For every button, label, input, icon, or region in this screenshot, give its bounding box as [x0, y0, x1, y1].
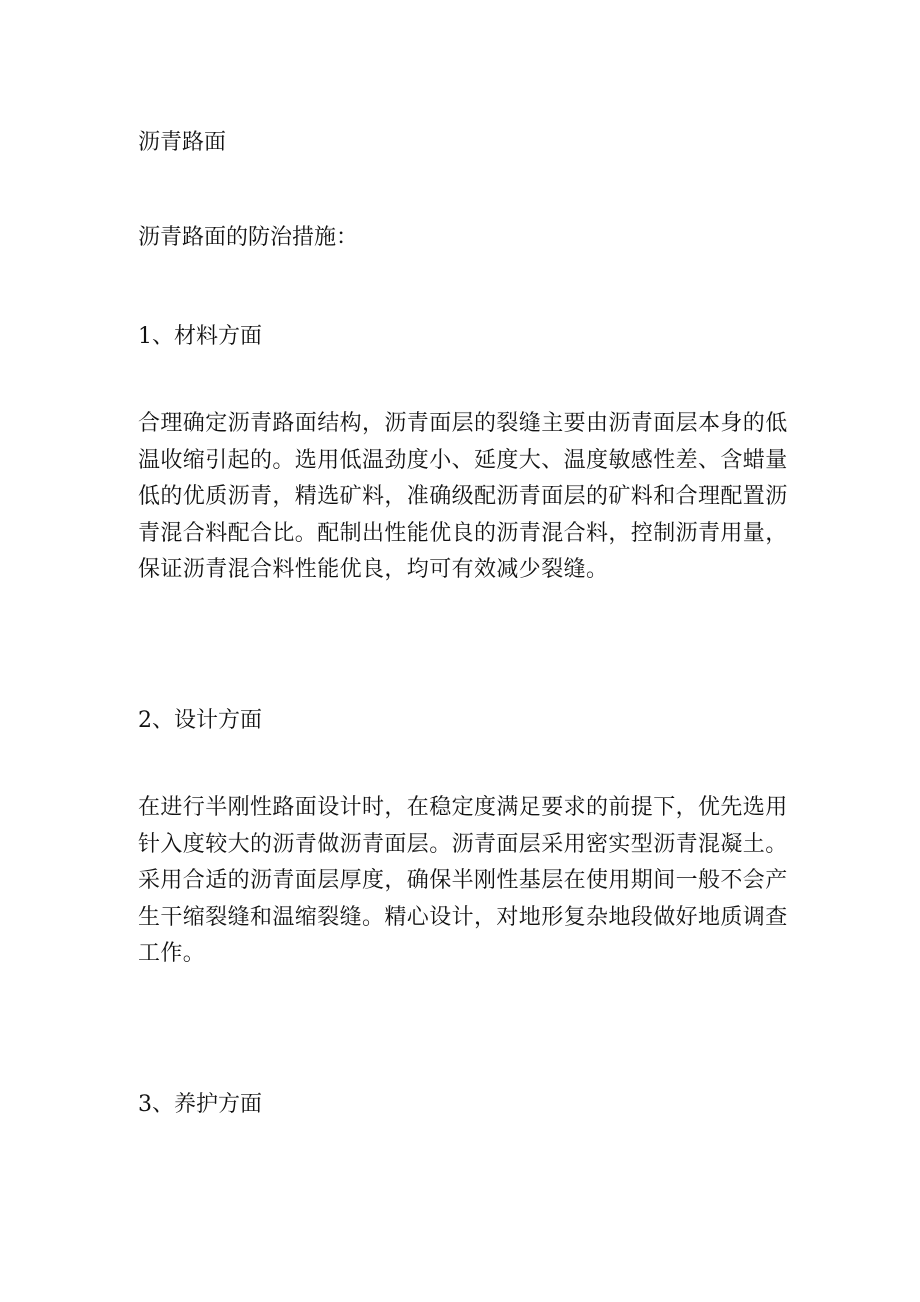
paragraph-line: 青混合料配合比。配制出性能优良的沥青混合料，控制沥青用量，: [138, 520, 788, 546]
paragraph-line: 合理确定沥青路面结构，沥青面层的裂缝主要由沥青面层本身的低: [138, 411, 788, 436]
section-2-heading: 2、设计方面: [138, 708, 262, 733]
paragraph-line: 工作。: [138, 941, 206, 967]
section-2-paragraph: [138, 790, 788, 973]
intro-text: 沥青路面的防治措施：: [138, 225, 359, 250]
paragraph-line: 保证沥青混合料性能优良，均可有效减少裂缝。: [138, 557, 609, 583]
paragraph-line: 低的优质沥青，精选矿料，准确级配沥青面层的矿料和合理配置沥: [138, 484, 788, 510]
paragraph-line: 针入度较大的沥青做沥青面层。沥青面层采用密实型沥青混凝土。: [138, 831, 788, 857]
paragraph-line: 生干缩裂缝和温缩裂缝。精心设计，对地形复杂地段做好地质调查: [138, 904, 788, 930]
section-1-heading: 1、材料方面: [138, 324, 262, 349]
paragraph-line: 采用合适的沥青面层厚度，确保半刚性基层在使用期间一般不会产: [138, 868, 788, 894]
section-1-paragraph: [138, 406, 788, 589]
section-3-heading: 3、养护方面: [138, 1092, 262, 1117]
paragraph-line: 温收缩引起的。选用低温劲度小、延度大、温度敏感性差、含蜡量: [138, 447, 788, 473]
paragraph-line: 在进行半刚性路面设计时，在稳定度满足要求的前提下，优先选用: [138, 795, 788, 820]
document-title: 沥青路面: [138, 130, 227, 155]
